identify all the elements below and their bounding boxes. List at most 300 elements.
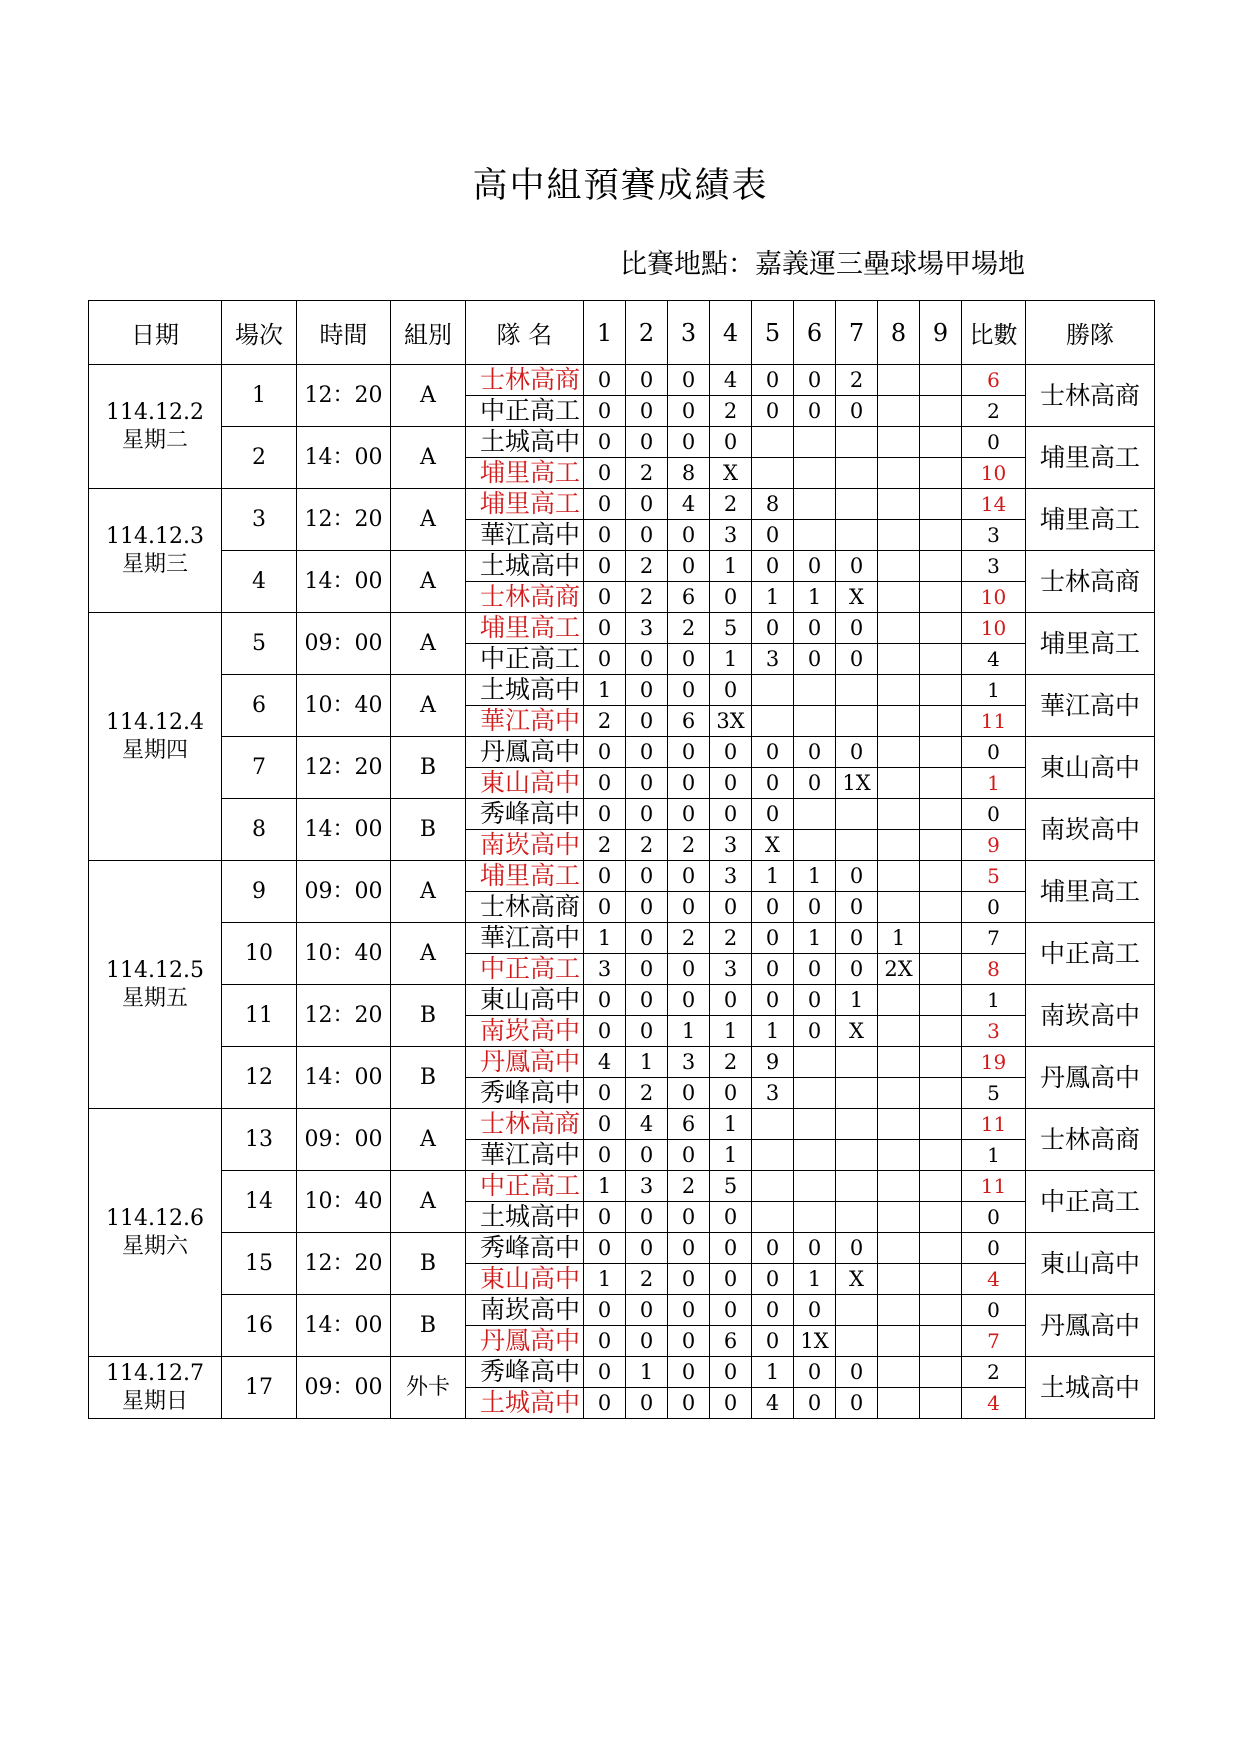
inning-score: 6 <box>668 1109 710 1140</box>
inning-score: 0 <box>668 954 710 985</box>
inning-score <box>920 365 962 396</box>
inning-score: 4 <box>626 1109 668 1140</box>
game-number: 8 <box>222 799 297 861</box>
inning-score: 0 <box>584 1078 626 1109</box>
inning-score: 0 <box>752 1326 794 1357</box>
inning-score: 0 <box>668 1295 710 1326</box>
inning-score: 0 <box>668 551 710 582</box>
inning-score: 9 <box>752 1047 794 1078</box>
inning-score: X <box>836 1016 878 1047</box>
inning-score: 0 <box>584 613 626 644</box>
header-cell: 5 <box>752 301 794 365</box>
team-name: 華江高中 <box>466 520 584 551</box>
inning-score: 0 <box>668 1078 710 1109</box>
inning-score: 0 <box>836 613 878 644</box>
inning-score: 1 <box>878 923 920 954</box>
page-title: 高中組預賽成績表 <box>472 166 769 206</box>
inning-score: 0 <box>584 1233 626 1264</box>
inning-score <box>836 1078 878 1109</box>
inning-score <box>878 1171 920 1202</box>
game-time: 09：00 <box>297 1109 391 1171</box>
team-name: 士林高商 <box>466 892 584 923</box>
inning-score <box>920 644 962 675</box>
game-group: 外卡 <box>391 1357 466 1419</box>
inning-score: 0 <box>626 923 668 954</box>
header-cell: 2 <box>626 301 668 365</box>
inning-score <box>878 1016 920 1047</box>
team-name: 秀峰高中 <box>466 1233 584 1264</box>
inning-score: 0 <box>794 365 836 396</box>
inning-score: 0 <box>626 1233 668 1264</box>
inning-score: 0 <box>626 1202 668 1233</box>
inning-score: 0 <box>668 1233 710 1264</box>
game-group: A <box>391 675 466 737</box>
inning-score <box>878 768 920 799</box>
inning-score <box>920 861 962 892</box>
inning-score <box>794 489 836 520</box>
inning-score: 0 <box>836 954 878 985</box>
inning-score: 0 <box>626 768 668 799</box>
header-cell: 3 <box>668 301 710 365</box>
inning-score: 0 <box>668 737 710 768</box>
inning-score: 1 <box>752 1016 794 1047</box>
inning-score <box>878 582 920 613</box>
inning-score <box>752 1202 794 1233</box>
inning-score <box>794 1202 836 1233</box>
game-number: 6 <box>222 675 297 737</box>
inning-score: 0 <box>794 1233 836 1264</box>
game-number: 5 <box>222 613 297 675</box>
winner-team: 中正高工 <box>1026 1171 1155 1233</box>
total-score: 7 <box>962 1326 1026 1357</box>
inning-score: 1 <box>584 1171 626 1202</box>
team-row <box>89 1047 1155 1078</box>
inning-score: X <box>710 458 752 489</box>
inning-score: 0 <box>668 768 710 799</box>
inning-score <box>878 613 920 644</box>
inning-score: 0 <box>710 768 752 799</box>
inning-score: 0 <box>710 892 752 923</box>
inning-score <box>836 1326 878 1357</box>
inning-score <box>920 1016 962 1047</box>
inning-score <box>920 1109 962 1140</box>
inning-score <box>794 427 836 458</box>
inning-score: 1 <box>710 644 752 675</box>
team-name: 秀峰高中 <box>466 1078 584 1109</box>
total-score: 4 <box>962 1388 1026 1419</box>
inning-score: 0 <box>668 1202 710 1233</box>
game-time: 14：00 <box>297 1047 391 1109</box>
total-score: 0 <box>962 799 1026 830</box>
table-body <box>89 365 1155 1419</box>
inning-score: 2 <box>668 1171 710 1202</box>
inning-score: 0 <box>668 1357 710 1388</box>
team-name: 丹鳳高中 <box>466 1047 584 1078</box>
inning-score: 0 <box>584 1326 626 1357</box>
total-score: 10 <box>962 613 1026 644</box>
inning-score <box>878 1326 920 1357</box>
inning-score: 2 <box>710 923 752 954</box>
inning-score: 1 <box>752 861 794 892</box>
inning-score <box>878 861 920 892</box>
inning-score <box>878 1078 920 1109</box>
inning-score: 1X <box>836 768 878 799</box>
inning-score: 0 <box>710 1388 752 1419</box>
total-score: 10 <box>962 458 1026 489</box>
inning-score: 0 <box>584 365 626 396</box>
inning-score: 0 <box>584 520 626 551</box>
date-cell <box>89 489 222 613</box>
weekday-text: 星期二 <box>121 427 188 453</box>
team-name: 土城高中 <box>466 1202 584 1233</box>
inning-score: 1X <box>794 1326 836 1357</box>
inning-score: 5 <box>710 613 752 644</box>
inning-score <box>836 1109 878 1140</box>
inning-score: 6 <box>668 706 710 737</box>
total-score: 0 <box>962 1233 1026 1264</box>
inning-score: 0 <box>794 613 836 644</box>
winner-team: 士林高商 <box>1026 1109 1155 1171</box>
team-name: 華江高中 <box>466 1140 584 1171</box>
inning-score <box>878 1233 920 1264</box>
team-row <box>89 489 1155 520</box>
game-group: B <box>391 1047 466 1109</box>
total-score: 7 <box>962 923 1026 954</box>
inning-score: 2 <box>710 489 752 520</box>
inning-score <box>920 1047 962 1078</box>
inning-score: 0 <box>668 644 710 675</box>
header-cell: 4 <box>710 301 752 365</box>
inning-score: 0 <box>626 861 668 892</box>
inning-score: 4 <box>710 365 752 396</box>
game-time: 09：00 <box>297 861 391 923</box>
inning-score <box>794 799 836 830</box>
inning-score <box>878 706 920 737</box>
game-number: 14 <box>222 1171 297 1233</box>
game-group: A <box>391 489 466 551</box>
inning-score: 0 <box>710 737 752 768</box>
team-name: 土城高中 <box>466 427 584 458</box>
inning-score: 0 <box>626 520 668 551</box>
inning-score: 0 <box>668 427 710 458</box>
inning-score: 0 <box>584 551 626 582</box>
game-number: 4 <box>222 551 297 613</box>
inning-score: 0 <box>752 737 794 768</box>
inning-score: 0 <box>626 799 668 830</box>
inning-score: 0 <box>668 861 710 892</box>
inning-score: 0 <box>626 365 668 396</box>
inning-score: 1 <box>584 923 626 954</box>
inning-score: 4 <box>584 1047 626 1078</box>
inning-score: 0 <box>836 861 878 892</box>
inning-score: 1 <box>710 1016 752 1047</box>
inning-score: 0 <box>752 923 794 954</box>
inning-score: 0 <box>584 1295 626 1326</box>
inning-score: 3 <box>710 830 752 861</box>
inning-score: 0 <box>710 1357 752 1388</box>
inning-score: 0 <box>584 985 626 1016</box>
game-number: 12 <box>222 1047 297 1109</box>
game-time: 10：40 <box>297 675 391 737</box>
inning-score: 0 <box>584 489 626 520</box>
team-name: 埔里高工 <box>466 458 584 489</box>
inning-score: 0 <box>626 1295 668 1326</box>
total-score: 4 <box>962 1264 1026 1295</box>
inning-score: 0 <box>584 396 626 427</box>
game-number: 2 <box>222 427 297 489</box>
inning-score: 1 <box>710 1109 752 1140</box>
inning-score: 0 <box>668 799 710 830</box>
game-time: 14：00 <box>297 799 391 861</box>
winner-team: 中正高工 <box>1026 923 1155 985</box>
inning-score: 2 <box>584 706 626 737</box>
winner-team: 丹鳳高中 <box>1026 1047 1155 1109</box>
team-name: 中正高工 <box>466 954 584 985</box>
team-name: 華江高中 <box>466 923 584 954</box>
inning-score <box>878 1140 920 1171</box>
game-group: A <box>391 551 466 613</box>
team-row <box>89 365 1155 396</box>
inning-score: 0 <box>794 954 836 985</box>
inning-score <box>836 1202 878 1233</box>
team-name: 東山高中 <box>466 1264 584 1295</box>
team-name: 中正高工 <box>466 1171 584 1202</box>
inning-score: 0 <box>752 1233 794 1264</box>
inning-score: 0 <box>752 613 794 644</box>
inning-score <box>920 1326 962 1357</box>
total-score: 0 <box>962 892 1026 923</box>
inning-score: 0 <box>710 1202 752 1233</box>
inning-score <box>920 706 962 737</box>
inning-score: 0 <box>668 985 710 1016</box>
inning-score <box>920 1295 962 1326</box>
team-name: 南崁高中 <box>466 830 584 861</box>
inning-score: 0 <box>584 1357 626 1388</box>
inning-score: 1 <box>626 1357 668 1388</box>
game-number: 7 <box>222 737 297 799</box>
inning-score <box>794 1109 836 1140</box>
inning-score <box>752 1140 794 1171</box>
game-group: B <box>391 1295 466 1357</box>
inning-score: 0 <box>836 1388 878 1419</box>
winner-team: 東山高中 <box>1026 737 1155 799</box>
inning-score: 0 <box>584 1016 626 1047</box>
team-name: 東山高中 <box>466 985 584 1016</box>
inning-score <box>920 613 962 644</box>
winner-team: 埔里高工 <box>1026 861 1155 923</box>
inning-score: 4 <box>668 489 710 520</box>
game-time: 14：00 <box>297 427 391 489</box>
inning-score: 0 <box>584 458 626 489</box>
inning-score: 0 <box>710 1078 752 1109</box>
inning-score: 0 <box>626 675 668 706</box>
inning-score <box>920 427 962 458</box>
inning-score: 0 <box>710 1295 752 1326</box>
inning-score: 1 <box>836 985 878 1016</box>
date-cell <box>89 365 222 489</box>
inning-score: 0 <box>710 1264 752 1295</box>
total-score: 2 <box>962 1357 1026 1388</box>
game-time: 12：20 <box>297 1233 391 1295</box>
game-time: 14：00 <box>297 551 391 613</box>
inning-score: 2 <box>668 923 710 954</box>
date-text: 114.12.2 <box>106 400 204 425</box>
inning-score: 0 <box>752 892 794 923</box>
inning-score <box>752 706 794 737</box>
header-cell: 6 <box>794 301 836 365</box>
inning-score: 0 <box>710 427 752 458</box>
date-text: 114.12.3 <box>106 524 204 549</box>
inning-score: 0 <box>836 1357 878 1388</box>
team-name: 士林高商 <box>466 365 584 396</box>
inning-score: 2 <box>626 830 668 861</box>
inning-score: 0 <box>752 551 794 582</box>
winner-team: 士林高商 <box>1026 365 1155 427</box>
inning-score: 0 <box>626 1016 668 1047</box>
inning-score: 1 <box>584 675 626 706</box>
inning-score <box>878 737 920 768</box>
total-score: 8 <box>962 954 1026 985</box>
inning-score: 2 <box>626 551 668 582</box>
inning-score <box>920 551 962 582</box>
inning-score: 5 <box>710 1171 752 1202</box>
game-time: 12：20 <box>297 489 391 551</box>
inning-score: 0 <box>836 737 878 768</box>
inning-score: 1 <box>794 1264 836 1295</box>
inning-score: 1 <box>752 582 794 613</box>
inning-score <box>920 892 962 923</box>
inning-score: 0 <box>668 1326 710 1357</box>
inning-score: 0 <box>584 644 626 675</box>
total-score: 5 <box>962 861 1026 892</box>
inning-score: 2 <box>584 830 626 861</box>
weekday-text: 星期日 <box>121 1388 188 1414</box>
inning-score: 0 <box>794 396 836 427</box>
inning-score <box>794 458 836 489</box>
inning-score: 1 <box>794 861 836 892</box>
inning-score <box>920 675 962 706</box>
inning-score: X <box>752 830 794 861</box>
inning-score: 0 <box>668 1140 710 1171</box>
inning-score: 0 <box>584 427 626 458</box>
game-time: 10：40 <box>297 923 391 985</box>
inning-score <box>794 675 836 706</box>
header-cell: 隊 名 <box>466 301 584 365</box>
inning-score: 0 <box>668 1388 710 1419</box>
game-number: 3 <box>222 489 297 551</box>
inning-score: 0 <box>626 396 668 427</box>
inning-score <box>752 1109 794 1140</box>
inning-score <box>794 520 836 551</box>
inning-score: 0 <box>584 582 626 613</box>
team-row <box>89 861 1155 892</box>
header-cell: 比數 <box>962 301 1026 365</box>
team-name: 士林高商 <box>466 582 584 613</box>
header-cell: 場次 <box>222 301 297 365</box>
inning-score: 1 <box>710 1140 752 1171</box>
game-time: 12：20 <box>297 365 391 427</box>
inning-score: 0 <box>794 737 836 768</box>
inning-score <box>920 737 962 768</box>
total-score: 9 <box>962 830 1026 861</box>
inning-score: 0 <box>626 1326 668 1357</box>
game-time: 12：20 <box>297 737 391 799</box>
inning-score <box>794 706 836 737</box>
inning-score: 0 <box>836 1233 878 1264</box>
inning-score <box>836 1140 878 1171</box>
inning-score: 0 <box>794 1016 836 1047</box>
game-group: A <box>391 1171 466 1233</box>
team-name: 埔里高工 <box>466 613 584 644</box>
date-text: 114.12.6 <box>106 1206 204 1231</box>
inning-score <box>878 520 920 551</box>
inning-score <box>878 1388 920 1419</box>
game-number: 15 <box>222 1233 297 1295</box>
inning-score: 0 <box>710 675 752 706</box>
total-score: 0 <box>962 1295 1026 1326</box>
inning-score <box>836 799 878 830</box>
inning-score: 2X <box>878 954 920 985</box>
inning-score <box>794 1078 836 1109</box>
inning-score: 0 <box>584 861 626 892</box>
winner-team: 東山高中 <box>1026 1233 1155 1295</box>
game-number: 9 <box>222 861 297 923</box>
inning-score <box>920 396 962 427</box>
inning-score: 3 <box>626 613 668 644</box>
total-score: 19 <box>962 1047 1026 1078</box>
inning-score: 0 <box>710 799 752 830</box>
inning-score: 0 <box>836 551 878 582</box>
total-score: 1 <box>962 1140 1026 1171</box>
team-name: 南崁高中 <box>466 1295 584 1326</box>
inning-score: 2 <box>626 1264 668 1295</box>
team-name: 中正高工 <box>466 396 584 427</box>
inning-score: 0 <box>626 985 668 1016</box>
inning-score <box>794 1171 836 1202</box>
team-name: 土城高中 <box>466 1388 584 1419</box>
inning-score: 6 <box>710 1326 752 1357</box>
inning-score: 0 <box>584 1140 626 1171</box>
inning-score <box>920 830 962 861</box>
team-name: 秀峰高中 <box>466 1357 584 1388</box>
winner-team: 丹鳳高中 <box>1026 1295 1155 1357</box>
inning-score: 0 <box>584 1109 626 1140</box>
game-number: 16 <box>222 1295 297 1357</box>
team-row <box>89 1295 1155 1326</box>
total-score: 0 <box>962 427 1026 458</box>
game-number: 13 <box>222 1109 297 1171</box>
inning-score <box>836 675 878 706</box>
inning-score: 0 <box>836 892 878 923</box>
inning-score <box>920 458 962 489</box>
inning-score: 0 <box>668 396 710 427</box>
team-name: 埔里高工 <box>466 489 584 520</box>
inning-score: 3 <box>668 1047 710 1078</box>
inning-score: 0 <box>836 396 878 427</box>
inning-score: 3 <box>752 1078 794 1109</box>
inning-score: 0 <box>584 768 626 799</box>
inning-score <box>794 1140 836 1171</box>
total-score: 1 <box>962 768 1026 799</box>
inning-score: 2 <box>668 830 710 861</box>
inning-score <box>836 458 878 489</box>
inning-score: 0 <box>668 1264 710 1295</box>
inning-score <box>836 1047 878 1078</box>
inning-score <box>752 427 794 458</box>
inning-score: 1 <box>710 551 752 582</box>
inning-score: 0 <box>752 1264 794 1295</box>
total-score: 1 <box>962 985 1026 1016</box>
